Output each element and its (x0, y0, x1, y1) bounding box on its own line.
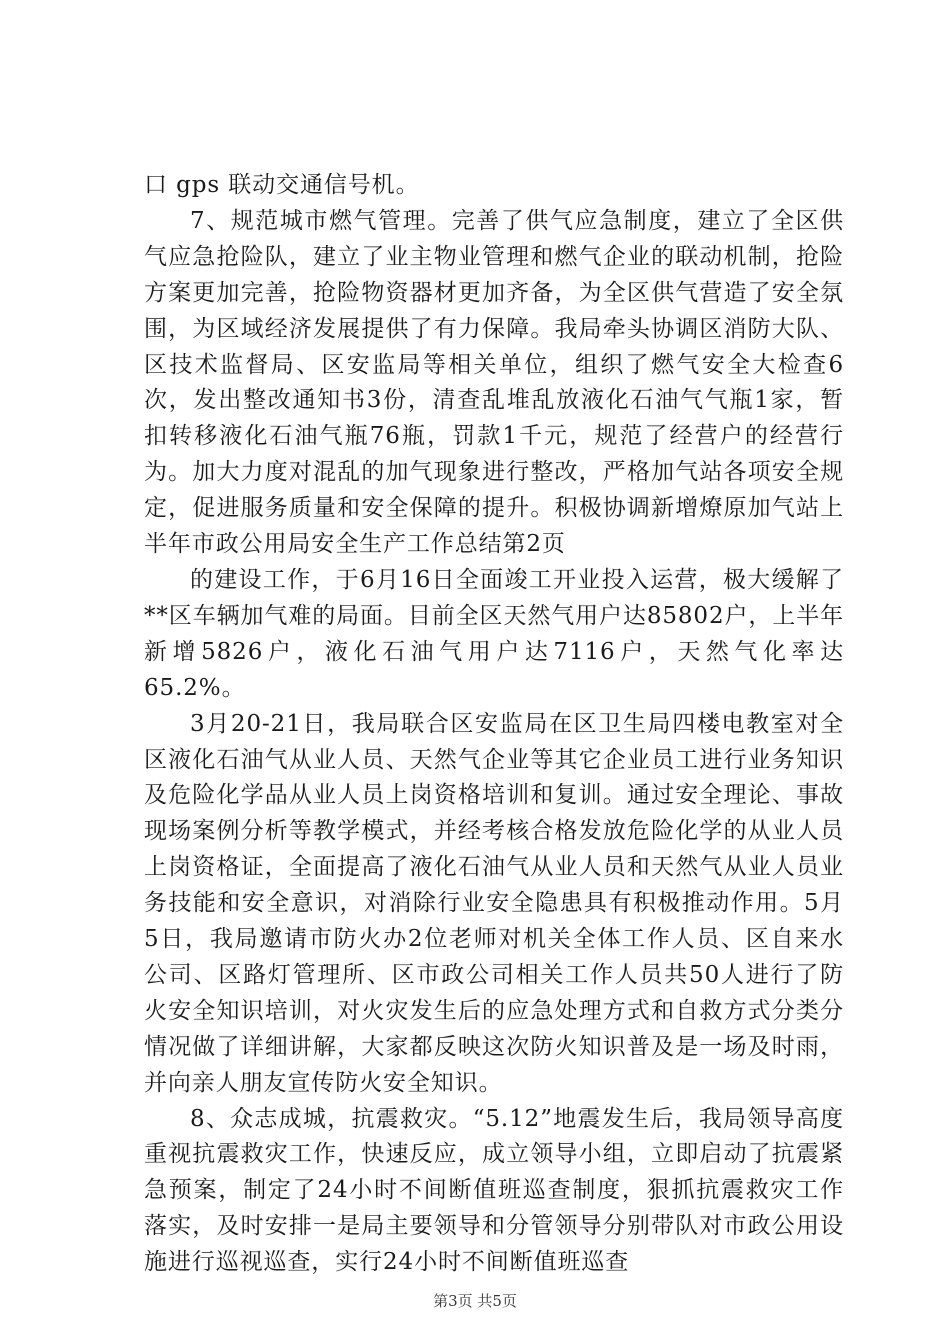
paragraph-2: 7、规范城市燃气管理。完善了供气应急制度，建立了全区供气应急抢险队，建立了业主物业管理和燃气企业的联动机制，抢险方案更加完善，抢险物资器材更加齐备，为全区供气营造了安全氛围，为区域经济发展提供了有力保障。我局牵头协调区消防大队、区技术监督局、区安监局等相关单位，组织了燃气安全大检查6次，发出整改通知书3份，清查乱堆乱放液化石油气气瓶1家，暂扣转移液化石油气瓶76瓶，罚款1千元，规范了经营户的经营行为。加大力度对混乱的加气现象进行整改，严格加气站各项安全规定，促进服务质量和安全保障的提升。积极协调新增燎原加气站上半年市政公用局安全生产工作总结第2页 (144, 207, 844, 558)
paragraph-1: 口 gps 联动交通信号机。 (144, 172, 420, 198)
paragraph-3: 的建设工作，于6月16日全面竣工开业投入运营，极大缓解了**区车辆加气难的局面。目前全区天然气用户达85802户，上半年新增5826户，液化石油气用户达7116户，天然气化率达65.2%。 (144, 566, 844, 701)
paragraph-4: 3月20-21日，我局联合区安监局在区卫生局四楼电教室对全区液化石油气从业人员、天然气企业等其它企业员工进行业务知识及危险化学品从业人员上岗资格培训和复训。通过安全理论、事故现场案例分析等教学模式，并经考核合格发放危险化学的从业人员上岗资格证，全面提高了液化石油气从业人员和天然气从业人员业务技能和安全意识，对消除行业安全隐患具有积极推动作用。5月5日，我局邀请市防火办2位老师对机关全体工作人员、区自来水公司、区路灯管理所、区市政公司相关工作人员共50人进行了防火安全知识培训，对火灾发生后的应急处理方式和自救方式分类分情况做了详细讲解，大家都反映这次防火知识普及是一场及时雨，并向亲人朋友宣传防火安全知识。 (144, 710, 844, 1096)
document-body (144, 168, 844, 1281)
paragraph-5: 8、众志成城，抗震救灾。“5.12”地震发生后，我局领导高度重视抗震救灾工作，快速反应，成立领导小组，立即启动了抗震紧急预案，制定了24小时不间断值班巡查制度，狠抓抗震救灾工作落实，及时安排一是局主要领导和分管领导分别带队对市政公用设施进行巡视巡查，实行24小时不间断值班巡查 (144, 1105, 844, 1276)
page-number-footer: 第3页 共5页 (433, 1292, 517, 1310)
